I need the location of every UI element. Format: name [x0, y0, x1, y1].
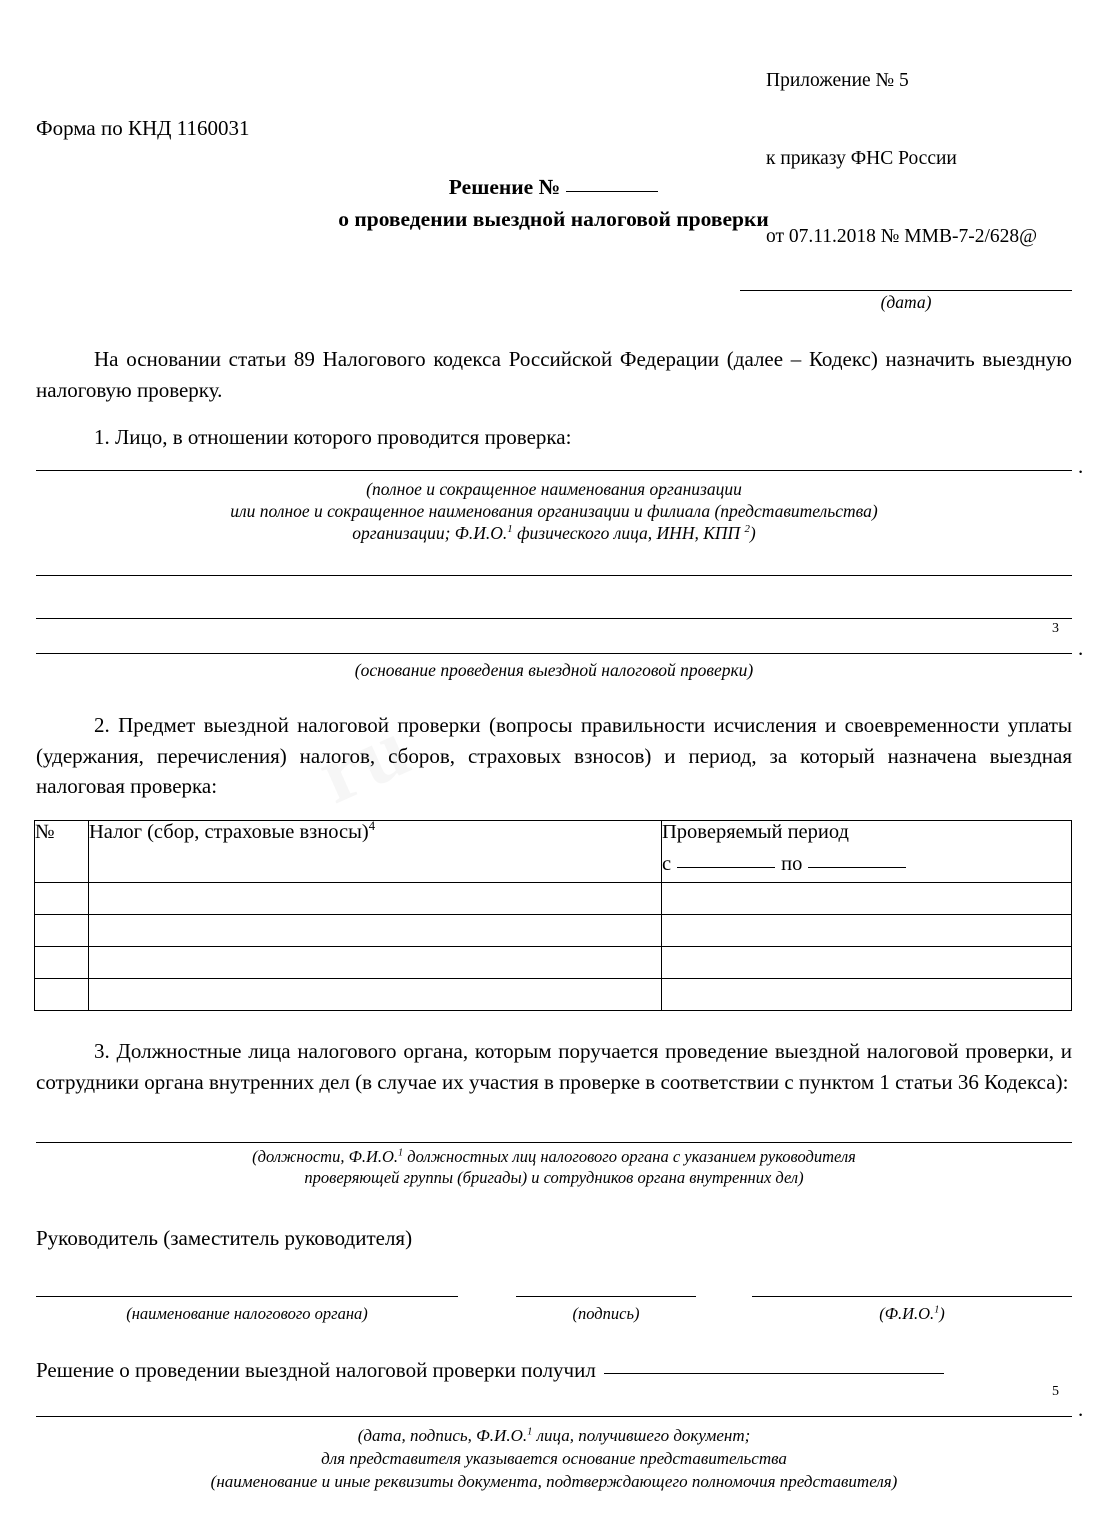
- fio-blank[interactable]: [752, 1296, 1072, 1297]
- tax-period-table: [34, 820, 1072, 1011]
- item3-caption: [36, 1146, 1072, 1188]
- receipt-text: Решение о проведении выездной налоговой проверки получил: [36, 1358, 596, 1382]
- receipt-line: [36, 1356, 944, 1384]
- item1-blank-line-2[interactable]: [36, 575, 1072, 576]
- item3-blank-line[interactable]: [36, 1142, 1072, 1143]
- period-from-blank[interactable]: [677, 852, 775, 868]
- item1-blank-line-3[interactable]: [36, 618, 1072, 619]
- title-subtitle: о проведении выездной налоговой проверки: [338, 207, 769, 231]
- intro-paragraph: На основании статьи 89 Налогового кодекса Российской Федерации (далее – Кодекс) назначить выездную налоговую проверку.: [36, 347, 1072, 402]
- cell-number[interactable]: [35, 915, 89, 947]
- document-title: [0, 172, 1107, 234]
- period-range-inputs: [662, 852, 1071, 876]
- appendix-line-2: к приказу ФНС России: [766, 148, 957, 169]
- item3-caption-line-1: (должности, Ф.И.О.$^1$ должностных лиц налогового органа с указанием руководителя: [252, 1147, 856, 1166]
- receipt-period-mark: .: [1078, 1397, 1084, 1421]
- item1-caption: [36, 478, 1072, 544]
- cell-number[interactable]: [35, 947, 89, 979]
- footnote-ref-4: 4: [368, 819, 376, 834]
- item1-blank-line-1[interactable]: [36, 470, 1072, 471]
- cell-tax[interactable]: [89, 915, 662, 947]
- cell-number[interactable]: [35, 979, 89, 1011]
- table-row[interactable]: [35, 979, 1072, 1011]
- cell-period[interactable]: [662, 979, 1072, 1011]
- item1-heading: 1. Лицо, в отношении которого проводится проверка:: [94, 425, 572, 449]
- item3-heading: 3. Должностные лица налогового органа, которым поручается проведение выездной налоговой проверки, и сотрудники органа внутренних дел (в случае их участия в проверке в соответствии с пунктом 1 статьи 36 Кодекса):: [36, 1039, 1072, 1094]
- cell-period[interactable]: [662, 915, 1072, 947]
- cell-tax[interactable]: [89, 883, 662, 915]
- decision-number-blank[interactable]: [566, 175, 658, 192]
- cell-tax[interactable]: [89, 947, 662, 979]
- item1-period-mark: .: [1078, 454, 1084, 478]
- organ-name-caption: (наименование налогового органа): [126, 1304, 368, 1323]
- signature-blank[interactable]: [516, 1296, 696, 1297]
- signature-rules: [0, 1296, 1107, 1298]
- receipt-caption-line-1: (дата, подпись, Ф.И.О.$^1$ лица, получившего документ;: [357, 1426, 751, 1445]
- cell-period[interactable]: [662, 947, 1072, 979]
- period-from-label: с: [662, 853, 672, 875]
- appendix-line-3: от 07.11.2018 № ММВ-7-2/628@: [766, 226, 1038, 247]
- appendix-reference: [766, 16, 1037, 302]
- column-header-number: №: [35, 821, 89, 883]
- cell-tax[interactable]: [89, 979, 662, 1011]
- table-body: [35, 883, 1072, 1011]
- footnote-ref-2: 2: [744, 523, 750, 536]
- table-row[interactable]: [35, 883, 1072, 915]
- appendix-line-1: Приложение № 5: [766, 70, 909, 91]
- signatory-role: Руководитель (заместитель руководителя): [36, 1226, 413, 1250]
- table-row[interactable]: [35, 947, 1072, 979]
- footnote-ref-1: 1: [507, 523, 513, 536]
- period-to-blank[interactable]: [808, 852, 906, 868]
- item3-caption-line-2: проверяющей группы (бригады) и сотрудников органа внутренних дел): [304, 1168, 804, 1187]
- receipt-caption-line-2: для представителя указывается основание представительства: [321, 1449, 787, 1468]
- item1-caption-line-3: организации; Ф.И.О.$^1$ физического лица, ИНН, КПП $^2$): [352, 523, 756, 543]
- footnote-ref-1: 1: [934, 1304, 940, 1316]
- item1-blank-line-4[interactable]: [36, 653, 1072, 654]
- fio-caption: (Ф.И.О.$^1$): [879, 1304, 945, 1323]
- organ-name-blank[interactable]: [36, 1296, 458, 1297]
- footnote-ref-1: 1: [527, 1426, 533, 1438]
- date-field: [740, 272, 1072, 313]
- table-header-row: [35, 821, 1072, 883]
- item1-ground-period-mark: .: [1078, 636, 1084, 660]
- cell-period[interactable]: [662, 883, 1072, 915]
- item1-ground-caption: (основание проведения выездной налоговой проверки): [354, 660, 754, 680]
- item2-heading: 2. Предмет выездной налоговой проверки (вопросы правильности исчисления и своевременности уплаты (удержания, перечисления) налогов, сборов, страховых взносов) и период, за который назначена выездная налоговая проверка:: [36, 713, 1072, 798]
- table-row[interactable]: [35, 915, 1072, 947]
- form-code: Форма по КНД 1160031: [36, 116, 250, 140]
- footnote-ref-1: 1: [398, 1147, 404, 1159]
- column-header-tax: Налог (сбор, страховые взносы)$^4$: [89, 821, 662, 883]
- footnote-ref-3: 3: [1052, 621, 1059, 636]
- receipt-caption: [36, 1424, 1072, 1493]
- receipt-blank[interactable]: [604, 1357, 944, 1374]
- period-to-label: по: [781, 853, 803, 875]
- receipt-caption-line-3: (наименование и иные реквизиты документа, подтверждающего полномочия представителя): [210, 1472, 898, 1491]
- cell-number[interactable]: [35, 883, 89, 915]
- signature-caption: (подпись): [572, 1304, 640, 1323]
- footnote-ref-5: 5: [1052, 1384, 1059, 1399]
- title-number-label: Решение №: [448, 175, 561, 199]
- date-caption: (дата): [880, 292, 932, 312]
- item1-caption-line-1: (полное и сокращенное наименования организации: [366, 479, 742, 499]
- receipt-blank-line[interactable]: [36, 1416, 1072, 1417]
- column-header-period: Проверяемый период с по: [662, 821, 1072, 883]
- item1-caption-line-2: или полное и сокращенное наименования организации и филиала (представительства): [230, 501, 878, 521]
- date-blank[interactable]: [740, 272, 1072, 291]
